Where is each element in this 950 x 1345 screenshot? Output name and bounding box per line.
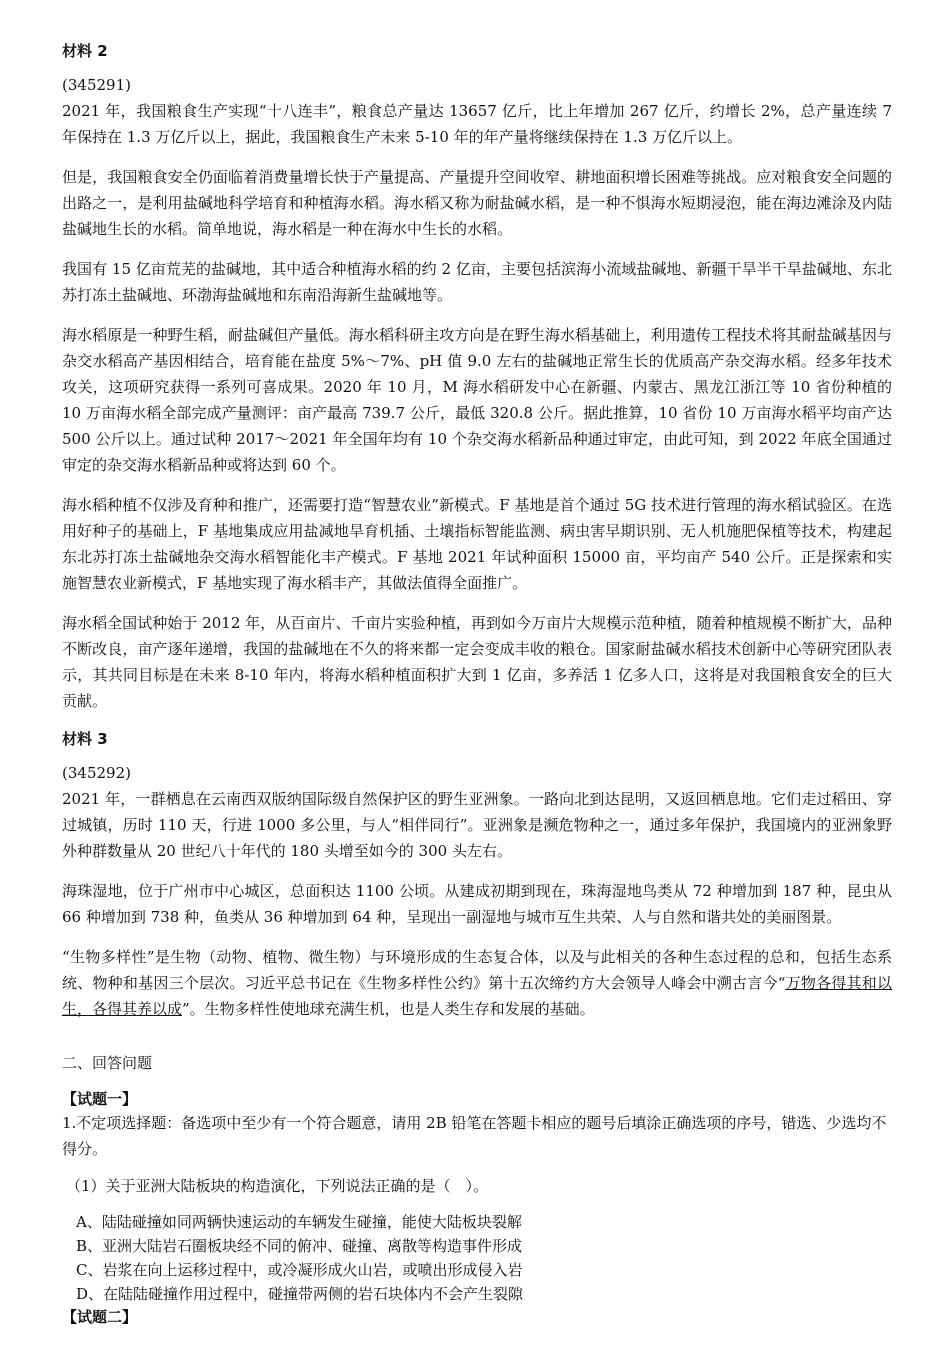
material-2-paragraph-2: 但是，我国粮食安全仍面临着消费量增长快于产量提高、产量提升空间收窄、耕地面积增长困难等挑战。应对粮食安全问题的出路之一，是利用盐碱地科学培育和种植海水稻。海水稻又称为耐盐碱水稻，是一种不惧海水短期浸泡，能在海边滩涂及内陆盐碱地生长的水稻。简单地说，海水稻是一种在海水中生长的水稻。 [62,168,892,238]
quote-outro: ”。生物多样性使地球充满生机，也是人类生存和发展的基础。 [182,1000,595,1018]
option-a: A、陆陆碰撞如同两辆快速运动的车辆发生碰撞，能使大陆板块裂解 [76,1213,522,1231]
question-1-subquestion: （1）关于亚洲大陆板块的构造演化，下列说法正确的是（ ）。 [66,1177,489,1195]
material-2-heading: 材料 2 [62,42,108,60]
question-1-instructions: 1.不定项选择题：备选项中至少有一个符合题意，请用 2B 铅笔在答题卡相应的题号后填涂正确选项的序号，错选、少选均不得分。 [62,1114,887,1158]
underlined-quote: 万物各得其和以生，各得其养以成 [62,974,892,1018]
material-3-paragraph-3 [62,944,892,1022]
material-2-paragraph-5: 海水稻种植不仅涉及育种和推广，还需要打造“智慧农业”新模式。F 基地是首个通过 5G 技术进行管理的海水稻试验区。在选用好种子的基础上，F 基地集成应用盐减地旱育机插、土壤指标智能监测、病虫害早期识别、无人机施肥保植等技术，构建起东北苏打冻土盐碱地杂交海水稻智能化丰产模式。F 基地 2021 年试种面积 15000 亩，平均亩产 540 公斤。正是探索和实施智慧农业新模式，F 基地实现了海水稻丰产，其做法值得全面推广。 [62,496,892,592]
section-title: 二、回答问题 [62,1054,153,1072]
question-1-title: 【试题一】 [62,1090,138,1108]
option-b: B、亚洲大陆岩石圈板块经不同的俯冲、碰撞、离散等构造事件形成 [76,1237,523,1255]
material-3-paragraph-1: 2021 年，一群栖息在云南西双版纳国际级自然保护区的野生亚洲象。一路向北到达昆明，又返回栖息地。它们走过稻田、穿过城镇，历时 110 天，行进 1000 多公里，与人“相伴同行”。亚洲象是濒危物种之一，通过多年保护，我国境内的亚洲象野外种群数量从 20 世纪八十年代的 180 头增至如今的 300 头左右。 [62,790,892,860]
material-3-code: (345292) [62,764,131,782]
material-2-paragraph-4: 海水稻原是一种野生稻，耐盐碱但产量低。海水稻科研主攻方向是在野生海水稻基础上，利用遗传工程技术将其耐盐碱基因与杂交水稻高产基因相结合，培育能在盐度 5%～7%、pH 值 9.0 左右的盐碱地正常生长的优质高产杂交海水稻。经多年技术攻关，这项研究获得一系列可喜成果。2020 年 10 月，M 海水稻研发中心在新疆、内蒙古、黑龙江浙江等 10 省份种植的 10 万亩海水稻全部完成产量测评：亩产最高 739.7 公斤，最低 320.8 公斤。据此推算，10 省份 10 万亩海水稻平均亩产达 500 公斤以上。通过试种 2017～2021 年全国年均有 10 个杂交海水稻新品种通过审定，由此可知，到 2022 年底全国通过审定的杂交海水稻新品种或将达到 60 个。 [62,326,892,474]
material-2-paragraph-1: 2021 年，我国粮食生产实现“十八连丰”，粮食总产量达 13657 亿斤，比上年增加 267 亿斤，约增长 2%，总产量连续 7 年保持在 1.3 万亿斤以上，据此，我国粮食生产未来 5-10 年的年产量将继续保持在 1.3 万亿斤以上。 [62,102,892,146]
option-d: D、在陆陆碰撞作用过程中，碰撞带两侧的岩石块体内不会产生裂隙 [76,1285,524,1303]
material-3-paragraph-2: 海珠湿地，位于广州市中心城区，总面积达 1100 公顷。从建成初期到现在，珠海湿地鸟类从 72 种增加到 187 种，昆虫从 66 种增加到 738 种，鱼类从 36 种增加到 64 种，呈现出一副湿地与城市互生共荣、人与自然和谐共处的美丽图景。 [62,882,892,926]
material-2-code: (345291) [62,76,131,94]
material-3-heading: 材料 3 [62,730,108,748]
option-c: C、岩浆在向上运移过程中，或冷凝形成火山岩，或喷出形成侵入岩 [76,1261,523,1279]
material-2-paragraph-3: 我国有 15 亿亩荒芜的盐碱地，其中适合种植海水稻的约 2 亿亩，主要包括滨海小流域盐碱地、新疆干旱半干旱盐碱地、东北苏打冻土盐碱地、环渤海盐碱地和东南沿海新生盐碱地等。 [62,260,892,304]
quote-intro: “生物多样性”是生物（动物、植物、微生物）与环境形成的生态复合体，以及与此相关的各种生态过程的总和，包括生态系统、物种和基因三个层次。习近平总书记在《生物多样性公约》第十五次缔约方大会领导人峰会中溯古言今“ [62,948,892,992]
document-page [62,40,892,1328]
question-2-title: 【试题二】 [62,1308,138,1326]
material-2-paragraph-6: 海水稻全国试种始于 2012 年，从百亩片、千亩片实验种植，再到如今万亩片大规模示范种植，随着种植规模不断扩大，品种不断改良，亩产逐年递增，我国的盐碱地在不久的将来都一定会变成丰收的粮仓。国家耐盐碱水稻技术创新中心等研究团队表示，其共同目标是在未来 8-10 年内，将海水稻种植面积扩大到 1 亿亩，多养活 1 亿多人口，这将是对我国粮食安全的巨大贡献。 [62,614,892,710]
